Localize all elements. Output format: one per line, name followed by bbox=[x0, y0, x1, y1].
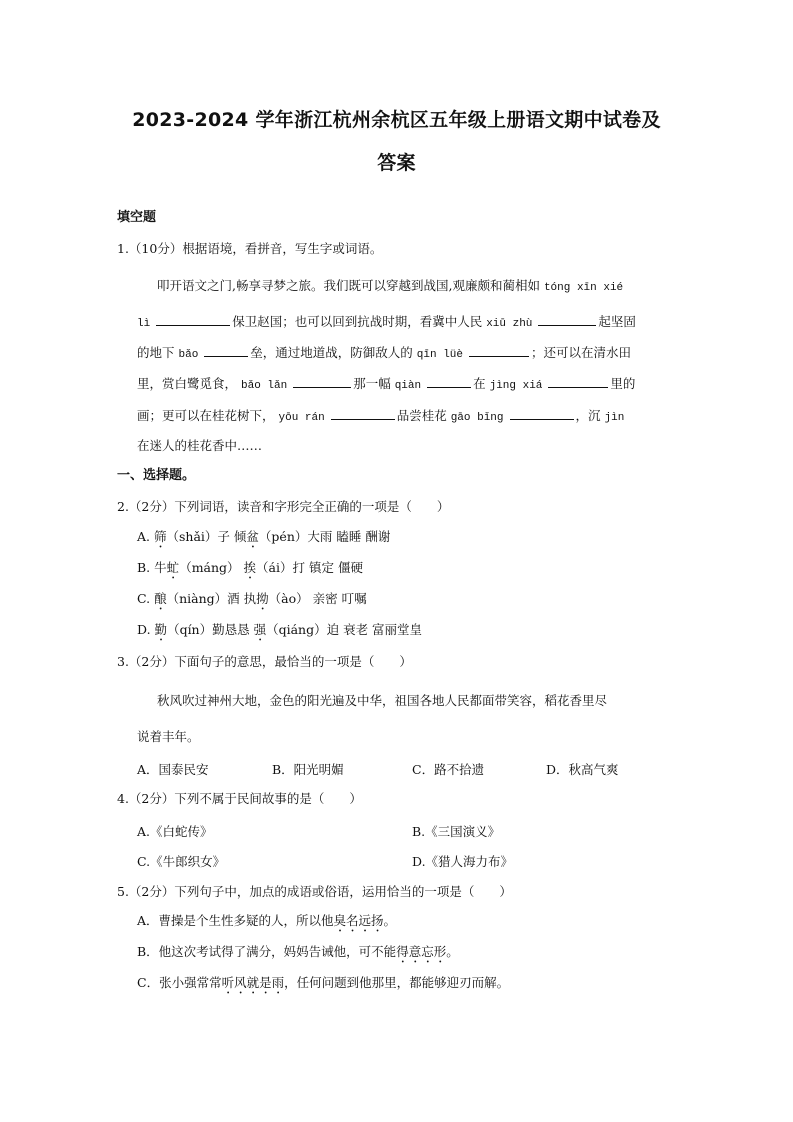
answer-blank[interactable] bbox=[538, 313, 596, 326]
emphasized-idiom: 得意忘形 bbox=[396, 944, 447, 959]
answer-blank[interactable] bbox=[204, 344, 248, 357]
answer-blank[interactable] bbox=[293, 375, 351, 388]
q5-option-c: C．张小强常常听风就是雨，任何问题到他那里，都能够迎刃而解。 bbox=[137, 975, 510, 990]
emphasized-idiom: 臭名远扬 bbox=[333, 913, 384, 928]
pinyin: tóng xīn xié bbox=[543, 282, 624, 294]
q2-option-c: C. 酿（niàng）酒 执拗（ào） 亲密 叮嘱 bbox=[137, 591, 367, 606]
q3-passage-line-2: 说着丰年。 bbox=[137, 729, 200, 744]
q4-option-b: B.《三国演义》 bbox=[412, 824, 501, 839]
question-3-stem: 3.（2分）下面句子的意思，最恰当的一项是（ ） bbox=[117, 654, 412, 669]
q3-option-c: C．路不拾遗 bbox=[412, 762, 485, 777]
q5-option-b: B．他这次考试得了满分，妈妈告诫他，可不能得意忘形。 bbox=[137, 944, 459, 959]
q1-passage-line-2: lì 保卫赵国；也可以回到抗战时期，看冀中人民 xiū zhù 起坚固 bbox=[137, 314, 636, 330]
q1-passage-line-3: 的地下 bǎo 垒，通过地道战，防御敌人的 qīn lüè ；还可以在清水田 bbox=[137, 345, 632, 361]
section-heading-fill-blank: 填空题 bbox=[117, 210, 157, 225]
answer-blank[interactable] bbox=[156, 313, 230, 326]
q3-option-d: D．秋高气爽 bbox=[546, 762, 619, 777]
document-title-line1: 2023-2024 学年浙江杭州余杭区五年级上册语文期中试卷及 bbox=[132, 109, 661, 131]
answer-blank[interactable] bbox=[469, 344, 529, 357]
answer-blank[interactable] bbox=[427, 375, 471, 388]
section-heading-multiple-choice: 一、选择题。 bbox=[117, 468, 196, 483]
q2-option-a: A. 筛（shǎi）子 倾盆（pén）大雨 瞌睡 酬谢 bbox=[137, 529, 391, 544]
question-2-stem: 2.（2分）下列词语，读音和字形完全正确的一项是（ ） bbox=[117, 499, 450, 514]
q1-passage-line-4: 里，赏白鹭觅食， bǎo lǎn 那一幅 qiàn 在 jìng xiá 里的 bbox=[137, 376, 636, 392]
question-4-stem: 4.（2分）下列不属于民间故事的是（ ） bbox=[117, 791, 362, 806]
q4-option-a: A.《白蛇传》 bbox=[137, 824, 213, 839]
q3-option-b: B．阳光明媚 bbox=[272, 762, 344, 777]
emphasized-idiom: 听风就是雨 bbox=[221, 975, 285, 990]
q1-passage-line-1: 叩开语文之门,畅享寻梦之旅。我们既可以穿越到战国,观廉颇和蔺相如 tóng xīn xié bbox=[157, 278, 624, 294]
answer-blank[interactable] bbox=[510, 407, 574, 420]
answer-blank[interactable] bbox=[548, 375, 608, 388]
question-1-stem: 1.（10分）根据语境，看拼音，写生字或词语。 bbox=[117, 241, 383, 256]
q4-option-d: D.《猎人海力布》 bbox=[412, 854, 514, 869]
q5-option-a: A．曹操是个生性多疑的人，所以他臭名远扬。 bbox=[137, 913, 397, 928]
q1-passage-line-6: 在迷人的桂花香中…… bbox=[137, 438, 263, 453]
q1-passage-line-5: 画；更可以在桂花树下， yōu rán 品尝桂花 gāo bǐng ，沉 jìn bbox=[137, 408, 625, 424]
q2-option-d: D. 勤（qín）勤恳恳 强（qiáng）迫 衰老 富丽堂皇 bbox=[137, 622, 423, 637]
q4-option-c: C.《牛郎织女》 bbox=[137, 854, 226, 869]
q3-passage-line-1: 秋风吹过神州大地，金色的阳光遍及中华，祖国各地人民都面带笑容，稻花香里尽 bbox=[157, 693, 608, 708]
document-title-line2: 答案 bbox=[377, 152, 416, 174]
q3-option-a: A．国泰民安 bbox=[137, 762, 209, 777]
answer-blank[interactable] bbox=[331, 407, 395, 420]
q2-option-b: B. 牛虻（máng） 挨（ái）打 镇定 僵硬 bbox=[137, 560, 363, 575]
question-5-stem: 5.（2分）下列句子中，加点的成语或俗语，运用恰当的一项是（ ） bbox=[117, 884, 512, 899]
